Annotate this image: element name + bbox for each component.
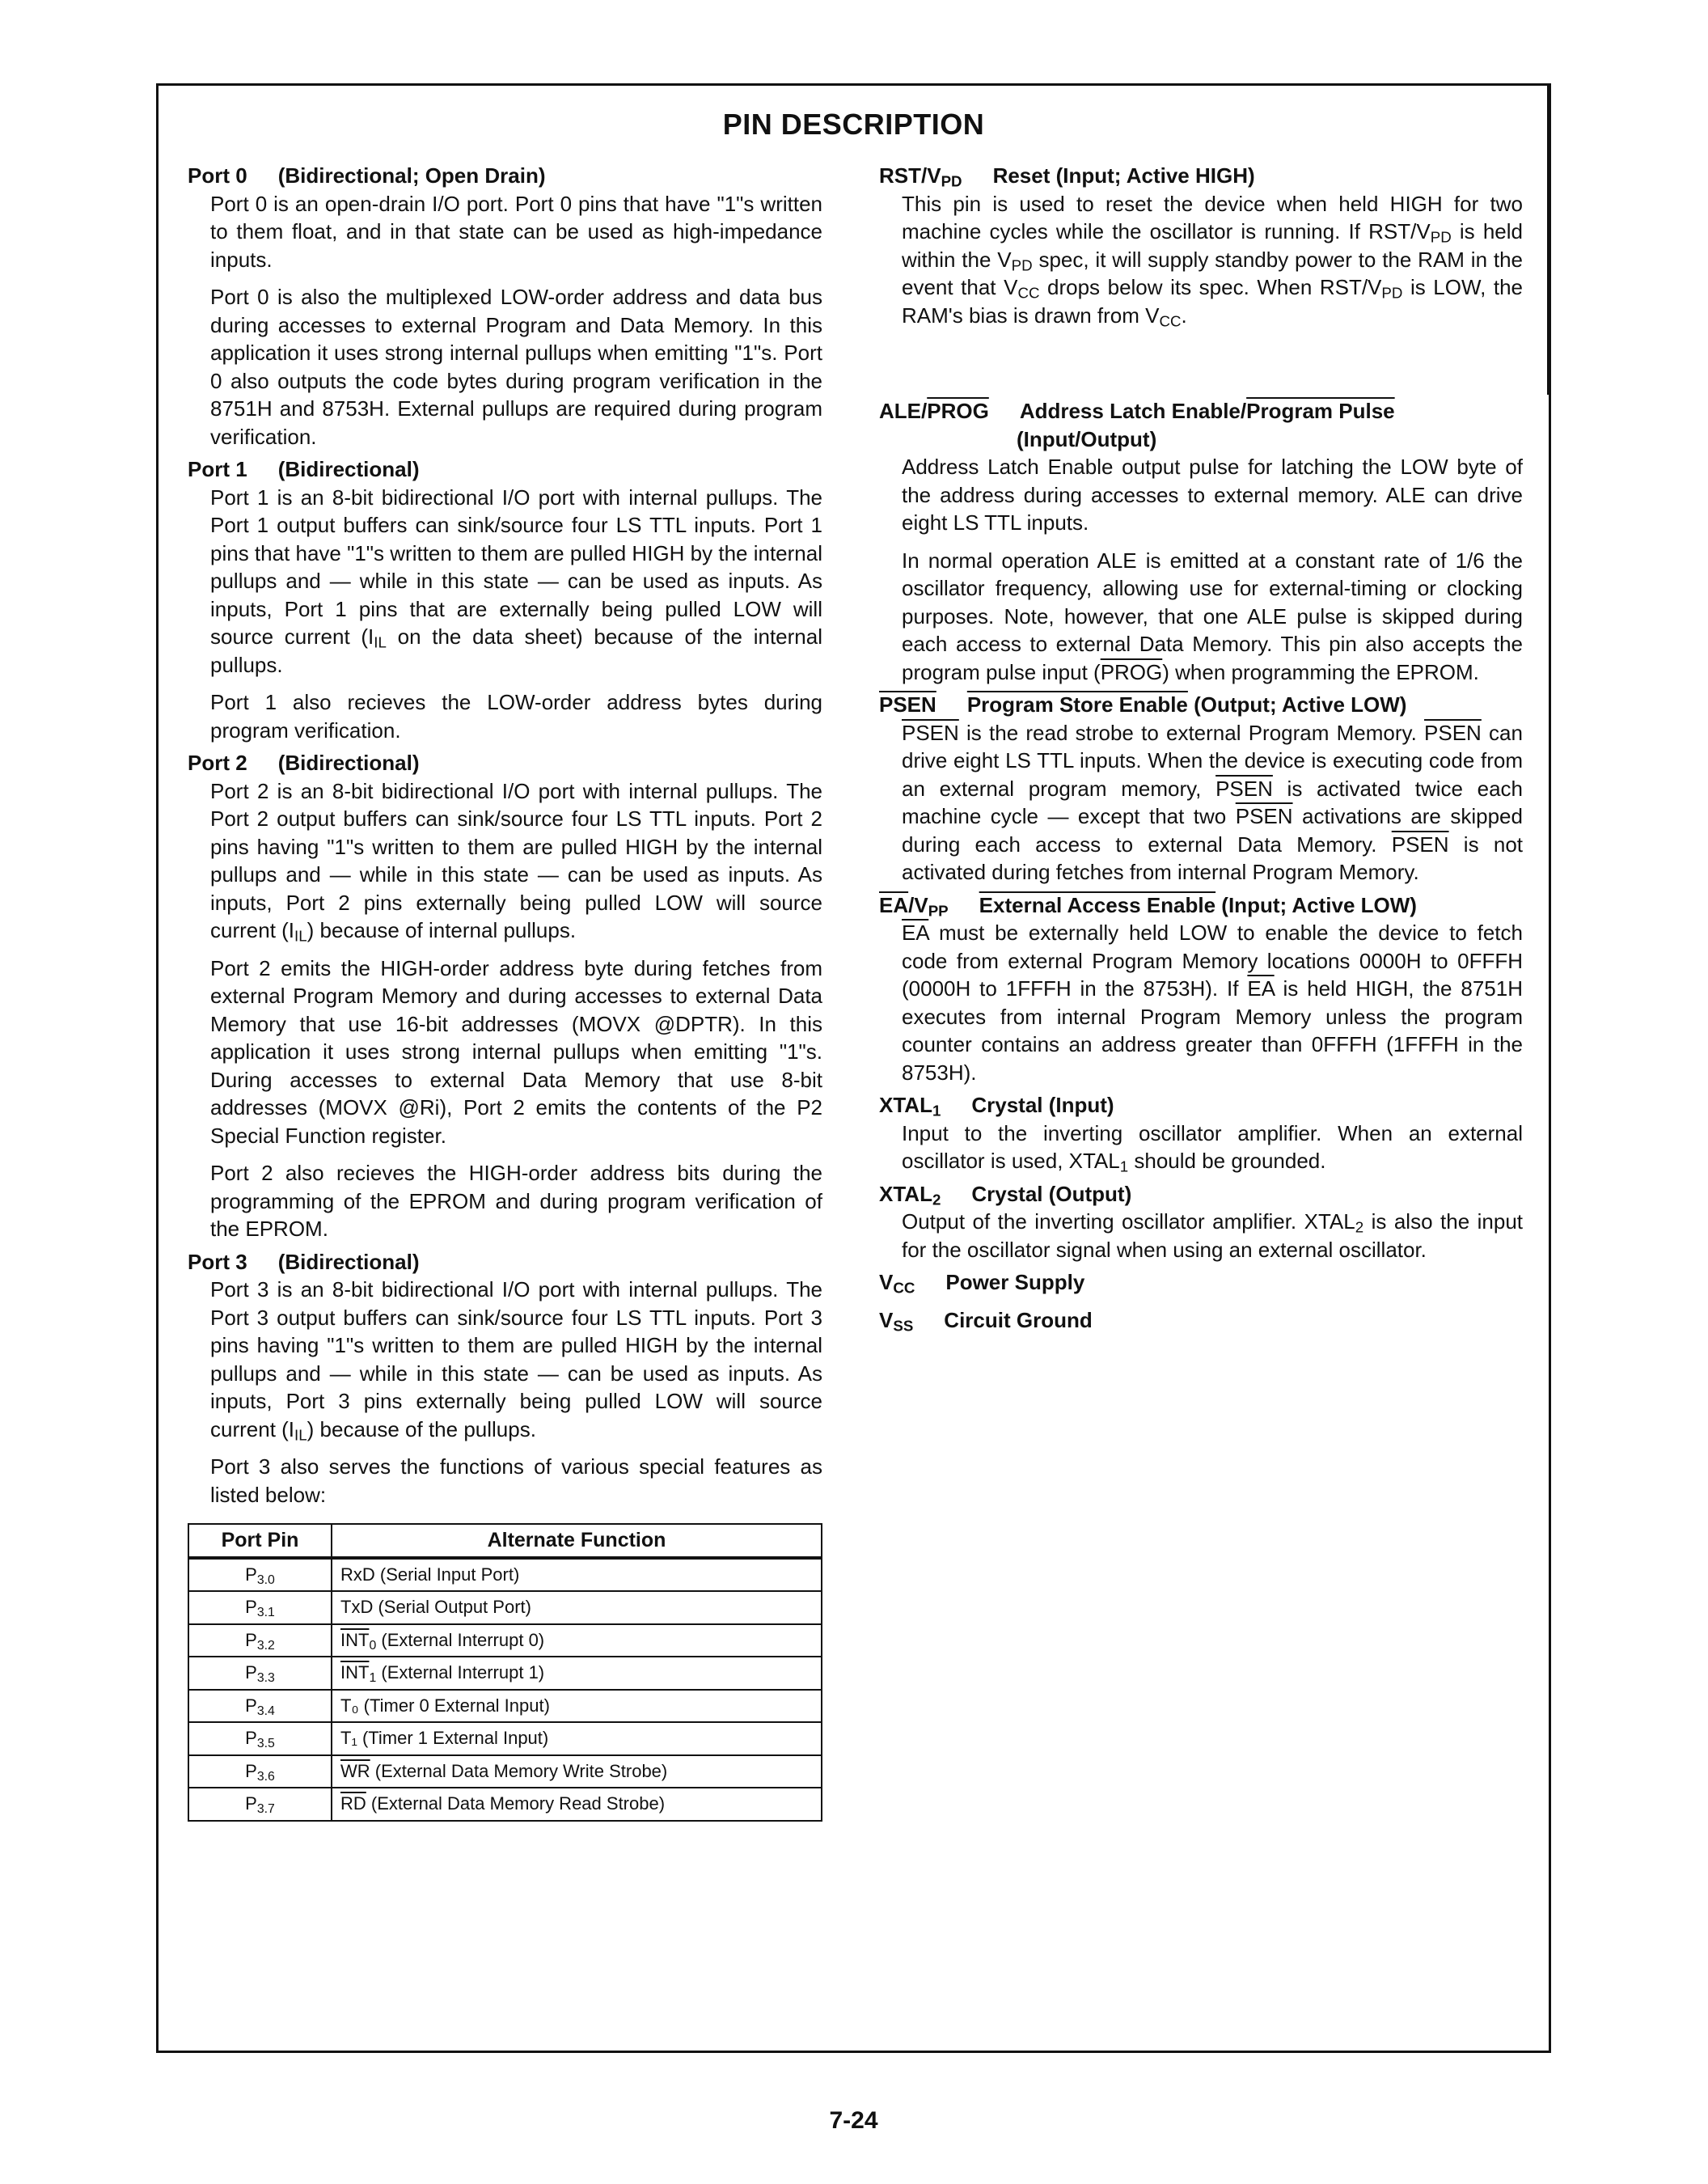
port3-heading (188, 1248, 822, 1276)
vcc-desc: Power Supply (945, 1270, 1085, 1294)
port2-p2: Port 2 emits the HIGH-order address byte during fetches from external Program Memory and during accesses to external Data Memory that use 16-bit addresses (MOVX @DPTR). In this application it uses strong internal pullups when emitting "1"s. During accesses to external Data Memory that use 8-bit addresses (MOVX @Ri), Port 2 emits the contents of the P2 Special Function register. (210, 955, 822, 1148)
port2-entry (188, 749, 822, 1243)
port1-heading (188, 455, 822, 484)
xtal2-p1: Output of the inverting oscillator amplifier. $XTAL_2$ is also the input for the oscillator signal when using an external oscillator. (902, 1209, 1524, 1262)
port3-p2: Port 3 also serves the functions of various special features as listed below: (210, 1454, 822, 1507)
port2-heading (188, 749, 822, 777)
table-row (188, 1624, 822, 1657)
port-pin-cell: $P_{3.4}$ (188, 1690, 332, 1723)
table-row (188, 1788, 822, 1821)
table-row (188, 1657, 822, 1690)
xtal1-name: $XTAL_1$ (879, 1093, 941, 1120)
ea-p1: $\overline{EA}$ must be externally held LOW to enable the device to fetch code from external Program Memory locations 0000H to 0FFFH (0000H to 1FFFH in the 8753H). If $\overline{EA}$ is held HIGH, the 8751H executes from internal Program Memory unless the program counter contains an address greater than 0FFFH (1FFFH in the 8753H). (902, 921, 1523, 1085)
xtal1-p1: Input to the inverting oscillator amplifier. When an external oscillator is used, $XTAL_1$ should be grounded. (902, 1120, 1523, 1175)
xtal1-desc: Crystal (Input) (971, 1093, 1114, 1117)
vss-entry (879, 1306, 1523, 1335)
vcc-name: $V_{CC}$ (879, 1270, 915, 1297)
alternate-function-cell: RxD (Serial Input Port) (332, 1558, 822, 1592)
rst-entry (879, 162, 1523, 329)
psen-entry (879, 691, 1523, 887)
rst-heading (879, 162, 1523, 190)
rst-name: RST/$V_{PD}$ (879, 163, 962, 190)
port3-p1: Port 3 is an 8-bit bidirectional I/O port with internal pullups. The Port 3 output buffers can sink/source four LS TTL inputs. Port 3 pins having "1"s written to them are pulled HIGH by the internal pullups and — while in this state — can be used as inputs. As inputs, Port 3 pins externally being pulled LOW will source current $(I_{IL})$ because of the pullups. (210, 1277, 822, 1444)
xtal1-heading (879, 1091, 1523, 1120)
xtal2-name: $XTAL_2$ (879, 1181, 941, 1208)
port2-p3: Port 2 also recieves the HIGH-order address bits during the programming of the EPROM and during program verification of the EPROM. (210, 1161, 822, 1241)
port1-name: Port 1 (188, 457, 247, 481)
port-pin-cell: $P_{3.2}$ (188, 1624, 332, 1657)
alternate-function-cell: $\overline{INT}_1$ (External Interrupt 1) (332, 1657, 822, 1690)
ea-entry (879, 891, 1523, 1087)
port0-p2: Port 0 is also the multiplexed LOW-order address and data bus during accesses to external Program and Data Memory. In this application it uses strong internal pullups when emitting "1"s. Port 0 also outputs the code bytes during program verification in the 8751H and 8753H. External pullups are required during program verification. (210, 285, 822, 449)
port1-entry (188, 455, 822, 744)
port-pin-cell: $P_{3.0}$ (188, 1558, 332, 1592)
alternate-function-cell: TxD (Serial Output Port) (332, 1591, 822, 1624)
psen-desc: Program Store Enable (Output; Active LOW) (966, 692, 1407, 717)
port3-name: Port 3 (188, 1249, 247, 1274)
table-row (188, 1591, 822, 1624)
port2-desc: (Bidirectional) (277, 751, 420, 775)
port-pin-cell: $P_{3.5}$ (188, 1722, 332, 1755)
right-column (879, 162, 1523, 1334)
port0-entry (188, 162, 822, 451)
ale-p2: In normal operation ALE is emitted at a constant rate of 1/6 the oscillator frequency, allowing use for external-timing or clocking purposes. Note, however, that one ALE pulse is skipped during each access to external Data Memory. This pin also accepts the program pulse input (PROG) when programming the EPROM. (902, 548, 1523, 684)
rst-desc: Reset (Input; Active HIGH) (992, 163, 1255, 188)
alternate-function-cell: $\overline{INT}_0$ (External Interrupt 0) (332, 1624, 822, 1657)
psen-name: PSEN (879, 692, 936, 717)
ale-p1: Address Latch Enable output pulse for latching the LOW byte of the address during accesses to external memory. ALE can drive eight LS TTL inputs. (902, 455, 1523, 535)
rst-p1: This pin is used to reset the device when held HIGH for two machine cycles while the oscillator is running. If RST/$V_{PD}$ is held within the $V_{PD}$ spec, it will supply standby power to the RAM in the event that $V_{CC}$ drops below its spec. When RST/$V_{PD}$ is LOW, the RAM's bias is drawn from $V_{CC}$. (902, 191, 1524, 330)
vcc-entry (879, 1268, 1523, 1297)
vss-heading (879, 1306, 1523, 1335)
xtal2-desc: Crystal (Output) (971, 1181, 1132, 1206)
ale-desc-line2: (Input/Output) (1017, 426, 1157, 451)
xtal2-entry (879, 1180, 1523, 1264)
port2-name: Port 2 (188, 751, 247, 775)
alternate-function-cell: $\overline{RD}$ (External Data Memory Read Strobe) (332, 1788, 822, 1821)
ale-name: ALE/PROG (879, 399, 989, 423)
psen-p1: PSEN is the read strobe to external Program Memory. PSEN can drive eight LS TTL inputs. When the device is executing code from an external program memory, PSEN is activated twice each machine cycle — except that two PSEN activations are skipped during each access to external Data Memory. PSEN is not activated during fetches from internal Program Memory. (902, 720, 1523, 884)
port-pin-cell: $P_{3.7}$ (188, 1788, 332, 1821)
vss-desc: Circuit Ground (944, 1307, 1093, 1332)
alternate-function-cell: $\overline{WR}$ (External Data Memory Write Strobe) (332, 1755, 822, 1788)
ea-heading (879, 891, 1523, 920)
page-number: 7-24 (829, 2107, 878, 2134)
table-row (188, 1690, 822, 1723)
table-header-port-pin: Port Pin (188, 1524, 332, 1558)
psen-heading (879, 691, 1523, 719)
table-row (188, 1558, 822, 1592)
table-header-alt-function: Alternate Function (332, 1524, 822, 1558)
alternate-function-cell: T₀ (Timer 0 External Input) (332, 1690, 822, 1723)
alternate-function-cell: T₁ (Timer 1 External Input) (332, 1722, 822, 1755)
port0-p1: Port 0 is an open-drain I/O port. Port 0 pins that have "1"s written to them float, and in that state can be used as high-impedance inputs. (210, 191, 822, 272)
ea-name: $\overline{EA}/V_{PP}$ (879, 892, 949, 920)
ale-heading (879, 397, 1523, 425)
page-title: PIN DESCRIPTION (722, 108, 985, 141)
vcc-heading (879, 1268, 1523, 1297)
port1-p1: Port 1 is an 8-bit bidirectional I/O port with internal pullups. The Port 1 output buffers can sink/source four LS TTL inputs. Port 1 pins that have "1"s written to them are pulled HIGH by the internal pullups and — while in this state — can be used as inputs. As inputs, Port 1 pins that are externally being pulled LOW will source current ($I_{IL}$ on the data sheet) because of the internal pullups. (210, 485, 822, 677)
port-pin-cell: $P_{3.6}$ (188, 1755, 332, 1788)
table-header-row (188, 1524, 822, 1558)
vss-name: $V_{SS}$ (879, 1307, 914, 1335)
port-pin-cell: $P_{3.3}$ (188, 1657, 332, 1690)
ale-entry (879, 397, 1523, 686)
port-pin-cell: $P_{3.1}$ (188, 1591, 332, 1624)
port1-p2: Port 1 also recieves the LOW-order address bytes during program verification. (210, 690, 822, 743)
port2-p1: Port 2 is an 8-bit bidirectional I/O port with internal pullups. The Port 2 output buffers can sink/source four LS TTL inputs. Port 2 pins having "1"s written to them are pulled HIGH by the internal pullups and — while in this state — can be used as inputs. As inputs, Port 2 pins externally being pulled LOW will source current $(I_{IL})$ because of internal pullups. (210, 778, 822, 945)
ale-desc: Address Latch Enable/Program Pulse (1019, 399, 1395, 423)
left-column (188, 162, 822, 1822)
ea-desc: External Access Enable (Input; Active LOW) (979, 892, 1417, 917)
table-row (188, 1722, 822, 1755)
port3-desc: (Bidirectional) (277, 1249, 420, 1274)
xtal2-heading (879, 1180, 1523, 1208)
port0-name: Port 0 (188, 163, 247, 188)
table-row (188, 1755, 822, 1788)
port3-entry (188, 1248, 822, 1509)
port0-heading (188, 162, 822, 190)
port0-desc: (Bidirectional; Open Drain) (277, 163, 546, 188)
alternate-function-table (188, 1523, 822, 1822)
port1-desc: (Bidirectional) (277, 457, 420, 481)
xtal1-entry (879, 1091, 1523, 1175)
